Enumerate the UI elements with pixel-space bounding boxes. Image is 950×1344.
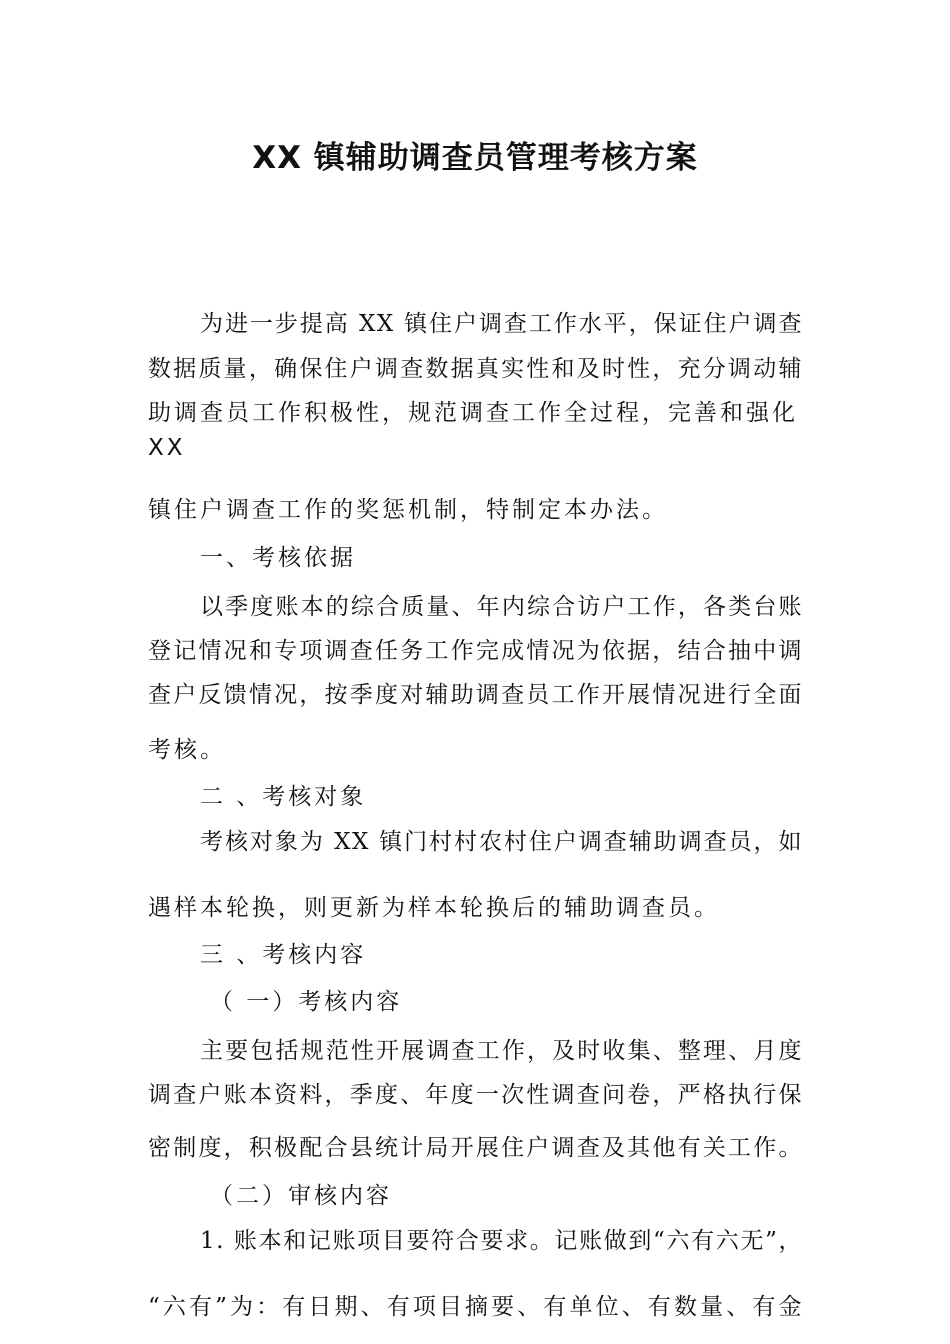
section-heading: 二 、考核对象 — [200, 784, 367, 810]
paragraph-line: 考核对象为 XX 镇门村村农村住户调查辅助调查员，如 — [200, 829, 803, 855]
paragraph-line: 1. 账本和记账项目要符合要求。记账做到“六有六无”， — [200, 1228, 803, 1254]
paragraph-line: “六有”为：有日期、有项目摘要、有单位、有数量、有金 — [148, 1294, 803, 1320]
paragraph-line: 调查户账本资料，季度、年度一次性调查问卷，严格执行保 — [148, 1082, 803, 1108]
section-heading: 一、考核依据 — [200, 545, 356, 571]
paragraph-line: XX — [148, 435, 186, 461]
paragraph-line: 以季度账本的综合质量、年内综合访户工作，各类台账 — [200, 594, 803, 620]
subsection-heading: （二）审核内容 — [210, 1183, 392, 1209]
paragraph-line: 遇样本轮换，则更新为样本轮换后的辅助调查员。 — [148, 895, 720, 921]
paragraph-line: 助调查员工作积极性，规范调查工作全过程，完善和强化 — [148, 400, 798, 426]
paragraph-line: 密制度，积极配合县统计局开展住户调查及其他有关工作。 — [148, 1135, 803, 1161]
paragraph-line: 查户反馈情况，按季度对辅助调查员工作开展情况进行全面 — [148, 682, 803, 708]
section-heading: 三 、考核内容 — [200, 942, 367, 968]
paragraph-line: 考核。 — [148, 737, 226, 763]
paragraph-line: 主要包括规范性开展调查工作，及时收集、整理、月度 — [200, 1038, 803, 1064]
paragraph-line: 数据质量，确保住户调查数据真实性和及时性，充分调动辅 — [148, 356, 803, 382]
paragraph-line: 镇住户调查工作的奖惩机制，特制定本办法。 — [148, 497, 668, 523]
subsection-heading: （ 一）考核内容 — [210, 989, 403, 1015]
paragraph-line: 为进一步提高 XX 镇住户调查工作水平，保证住户调查 — [200, 311, 803, 337]
document-title: XX 镇辅助调查员管理考核方案 — [252, 140, 698, 176]
paragraph-line: 登记情况和专项调查任务工作完成情况为依据，结合抽中调 — [148, 638, 803, 664]
